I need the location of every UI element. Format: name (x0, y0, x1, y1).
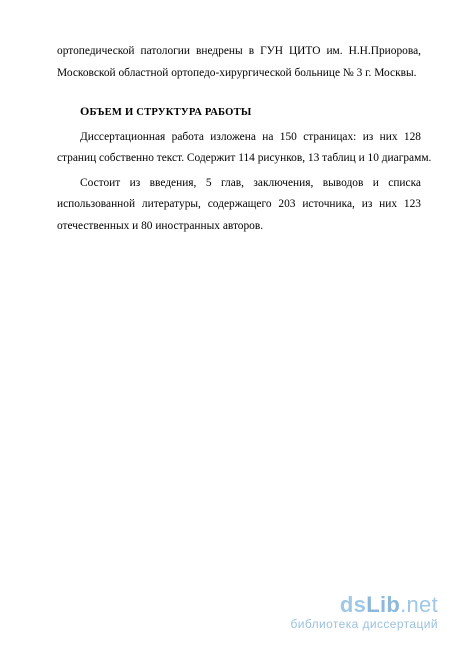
watermark-logo (291, 593, 439, 617)
intro-line-2: Московской областной ортопедо-хирургической больнице № 3 г. Москвы. (57, 67, 417, 79)
watermark-logo-lib: Lib (366, 592, 401, 617)
heading-rest: БЪЕМ И СТРУКТУРА РАБОТЫ (89, 107, 252, 118)
paragraph-1-line-1: Диссертационная работа изложена на 150 страницах: из них 128 (80, 131, 421, 143)
paragraph-2-line-1: Состоит из введения, 5 глав, заключения, выводов и списка (80, 177, 421, 189)
heading-first-letter: О (80, 104, 90, 118)
section-heading (80, 104, 252, 119)
intro-line-1: ортопедической патологии внедрены в ГУН ЦИТО им. Н.Н.Приорова, (57, 45, 421, 57)
watermark-logo-ds: ds (339, 592, 367, 617)
dslib-watermark (291, 593, 439, 631)
paragraph-2-line-2: использованной литературы, содержащего 203 источника, из них 123 (57, 198, 421, 210)
watermark-subtitle: библиотека диссертаций (290, 617, 438, 631)
paragraph-2-line-3: отечественных и 80 иностранных авторов. (57, 220, 264, 232)
watermark-logo-net: .net (400, 592, 438, 617)
paragraph-1-line-2: страниц собственно текст. Содержит 114 рисунков, 13 таблиц и 10 диаграмм. (57, 152, 432, 164)
